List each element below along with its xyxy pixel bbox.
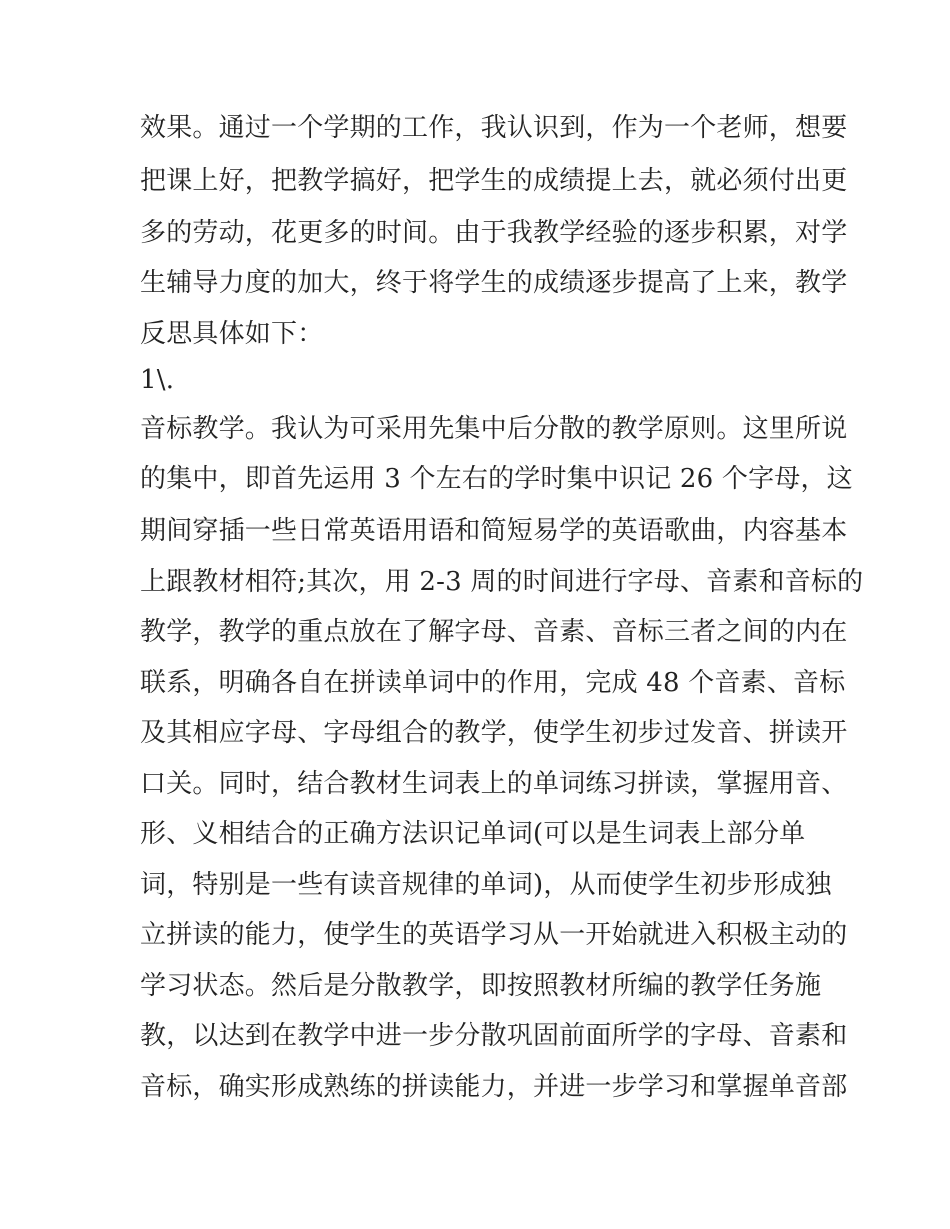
text-line-3: 多的劳动，花更多的时间。由于我教学经验的逐步积累，对学: [140, 218, 848, 248]
text-line-15: 形、义相结合的正确方法识记单词(可以是生词表上部分单: [140, 819, 806, 849]
text-line-1: 效果。通过一个学期的工作，我认识到，作为一个老师，想要: [140, 113, 848, 143]
text-line-9: 期间穿插一些日常英语用语和简短易学的英语歌曲，内容基本: [140, 516, 848, 546]
text-line-20: 音标，确实形成熟练的拼读能力，并进一步学习和掌握单音部: [140, 1072, 848, 1102]
text-line-2: 把课上好，把教学搞好，把学生的成绩提上去，就必须付出更: [140, 166, 848, 196]
text-line-17: 立拼读的能力，使学生的英语学习从一开始就进入积极主动的: [140, 920, 848, 950]
text-line-13: 及其相应字母、字母组合的教学，使学生初步过发音、拼读开: [140, 718, 848, 748]
text-line-12: 联系，明确各自在拼读单词中的作用，完成 48 个音素、音标: [140, 668, 846, 698]
text-line-4: 生辅导力度的加大，终于将学生的成绩逐步提高了上来，教学: [140, 268, 848, 298]
text-line-8: 的集中，即首先运用 3 个左右的学时集中识记 26 个字母，这: [140, 464, 853, 494]
list-number: 1\.: [140, 365, 175, 395]
text-line-16: 词，特别是一些有读音规律的单词)，从而使学生初步形成独: [140, 870, 832, 900]
text-line-14: 口关。同时，结合教材生词表上的单词练习拼读，掌握用音、: [140, 769, 848, 799]
text-line-7: 音标教学。我认为可采用先集中后分散的教学原则。这里所说: [140, 414, 848, 444]
text-line-5: 反思具体如下：: [140, 319, 324, 349]
text-line-11: 教学，教学的重点放在了解字母、音素、音标三者之间的内在: [140, 617, 848, 647]
text-line-19: 教，以达到在教学中进一步分散巩固前面所学的字母、音素和: [140, 1021, 848, 1051]
text-line-10: 上跟教材相符;其次，用 2-3 周的时间进行字母、音素和音标的: [140, 567, 864, 597]
text-line-18: 学习状态。然后是分散教学，即按照教材所编的教学任务施: [140, 971, 822, 1001]
